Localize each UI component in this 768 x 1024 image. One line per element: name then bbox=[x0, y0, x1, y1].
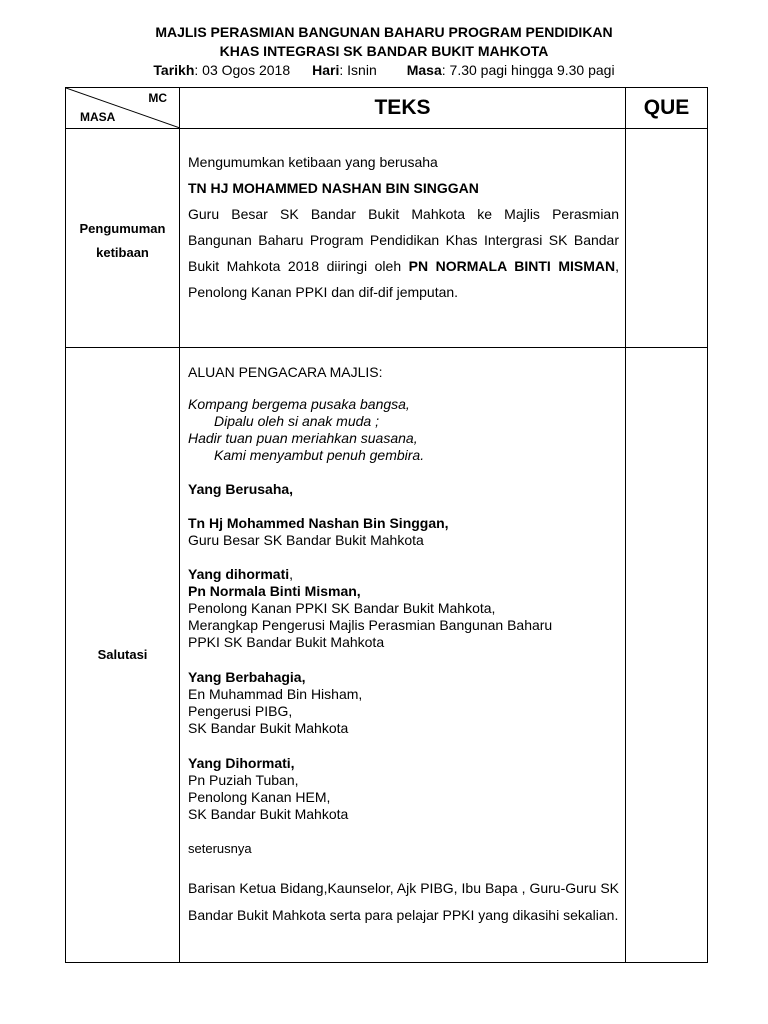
announcement-intro: Mengumumkan ketibaan yang berusaha bbox=[188, 154, 438, 170]
pk-ppki-line: Merangkap Pengerusi Majlis Perasmian Bangunan Baharu bbox=[188, 617, 553, 633]
tarikh-value: : 03 Ogos 2018 bbox=[194, 62, 291, 78]
row-label-line2: ketibaan bbox=[96, 245, 149, 260]
header-teks: TEKS bbox=[180, 88, 626, 129]
row-text-salutasi bbox=[180, 348, 626, 963]
header-corner-cell bbox=[66, 88, 180, 129]
header-que: QUE bbox=[626, 88, 708, 129]
guru-besar-title: Guru Besar SK Bandar Bukit Mahkota bbox=[188, 532, 424, 548]
pk-ppki-line: Penolong Kanan PPKI SK Bandar Bukit Mahkota, bbox=[188, 600, 496, 616]
pantun-line: Dipalu oleh si anak muda ; bbox=[214, 413, 379, 429]
pantun-line: Kami menyambut penuh gembira. bbox=[214, 447, 425, 463]
row-label-line1: Pengumuman bbox=[79, 221, 166, 236]
pibg-line: Pengerusi PIBG, bbox=[188, 703, 293, 719]
program-table bbox=[65, 87, 708, 963]
row-label-salutasi: Salutasi bbox=[66, 348, 180, 963]
closing-paragraph: Barisan Ketua Bidang,Kaunselor, Ajk PIBG, Ibu Bapa , Guru-Guru SK Bandar Bukit Mahkota serta para pelajar PPKI yang dikasihi sekalian. bbox=[188, 880, 619, 923]
header-mc: MC bbox=[148, 91, 167, 105]
yang-dihormati-1-comma: , bbox=[289, 566, 294, 582]
announcement-body-part2: , Penolong Kanan PPKI dan dif-dif jemputan. bbox=[188, 258, 619, 300]
seterusnya: seterusnya bbox=[188, 841, 252, 856]
yang-berusaha: Yang Berusaha, bbox=[188, 481, 294, 497]
pantun-line: Hadir tuan puan meriahkan suasana, bbox=[188, 430, 418, 446]
row-que-salutasi bbox=[626, 348, 708, 963]
row-text-pengumuman bbox=[180, 129, 626, 348]
header-masa: MASA bbox=[80, 110, 116, 124]
announcement-body-part1: Guru Besar SK Bandar Bukit Mahkota ke Majlis Perasmian Bangunan Baharu Program Pendidikan Khas Intergrasi SK Bandar Bukit Mahkota 2018 diiringi oleh bbox=[188, 206, 619, 274]
pk-ppki-name: Pn Normala Binti Misman, bbox=[188, 583, 361, 599]
document-title-line2: KHAS INTEGRASI SK BANDAR BUKIT MAHKOTA bbox=[219, 43, 549, 59]
announcement-body bbox=[188, 201, 619, 305]
hem-name: Pn Puziah Tuban, bbox=[188, 772, 299, 788]
salutation-heading: ALUAN PENGACARA MAJLIS: bbox=[188, 364, 383, 380]
pibg-name: En Muhammad Bin Hisham, bbox=[188, 686, 363, 702]
document-title-line1: MAJLIS PERASMIAN BANGUNAN BAHARU PROGRAM PENDIDIKAN bbox=[155, 24, 613, 40]
hari-value: : Isnin bbox=[339, 62, 377, 78]
masa-label: Masa bbox=[406, 62, 442, 78]
event-details bbox=[0, 61, 768, 79]
tarikh-label: Tarikh bbox=[153, 62, 195, 78]
guru-besar-name: Tn Hj Mohammed Nashan Bin Singgan, bbox=[188, 515, 449, 531]
pk-ppki-line: PPKI SK Bandar Bukit Mahkota bbox=[188, 634, 385, 650]
yang-dihormati-1-label: Yang dihormati bbox=[188, 566, 290, 582]
pibg-line: SK Bandar Bukit Mahkota bbox=[188, 720, 349, 736]
table-row bbox=[66, 348, 708, 963]
masa-value: : 7.30 pagi hingga 9.30 pagi bbox=[441, 62, 615, 78]
pantun-line: Kompang bergema pusaka bangsa, bbox=[188, 396, 410, 412]
pantun bbox=[188, 396, 619, 464]
yang-dihormati-2: Yang Dihormati, bbox=[188, 755, 295, 771]
hari-label: Hari bbox=[312, 62, 340, 78]
hem-line: SK Bandar Bukit Mahkota bbox=[188, 806, 349, 822]
table-header-row bbox=[66, 88, 708, 129]
yang-berbahagia: Yang Berbahagia, bbox=[188, 669, 306, 685]
hem-line: Penolong Kanan HEM, bbox=[188, 789, 331, 805]
yang-dihormati-1 bbox=[188, 566, 619, 583]
row-label-pengumuman bbox=[66, 129, 180, 348]
announcement-name: TN HJ MOHAMMED NASHAN BIN SINGGAN bbox=[188, 180, 479, 196]
table-row bbox=[66, 129, 708, 348]
announcement-body-bold: PN NORMALA BINTI MISMAN bbox=[408, 258, 616, 274]
row-que-pengumuman bbox=[626, 129, 708, 348]
